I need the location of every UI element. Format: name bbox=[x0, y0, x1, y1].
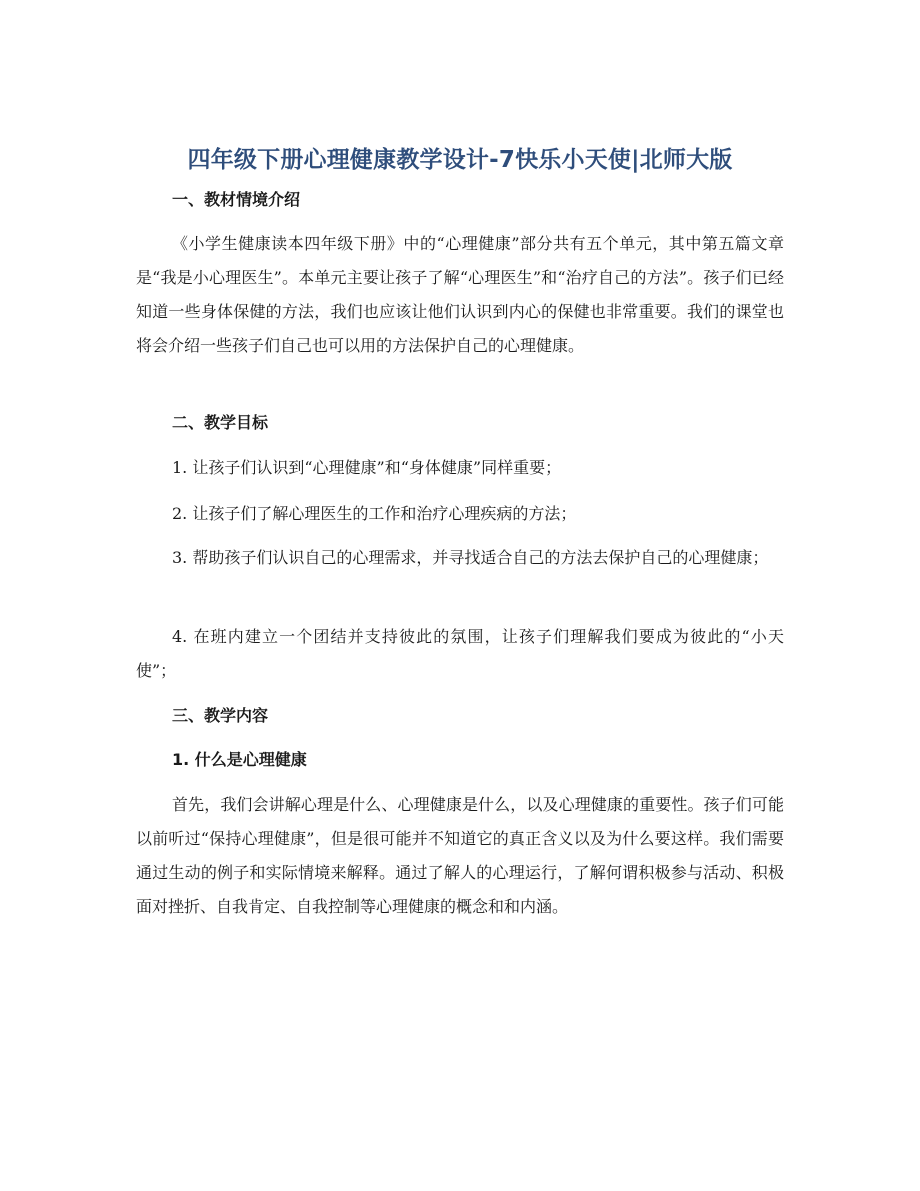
section-1-paragraph: 《小学生健康读本四年级下册》中的“心理健康”部分共有五个单元，其中第五篇文章是“我是小心理医生”。本单元主要让孩子了解“心理医生”和“治疗自己的方法”。孩子们已经知道一些身体保健的方法，我们也应该让他们认识到内心的保健也非常重要。我们的课堂也将会介绍一些孩子们自己也可以用的方法保护自己的心理健康。 bbox=[136, 234, 784, 355]
section-heading-2: 二、教学目标 bbox=[172, 413, 269, 432]
objective-item-3: 3. 帮助孩子们认识自己的心理需求，并寻找适合自己的方法去保护自己的心理健康； bbox=[172, 548, 769, 567]
section-heading-1: 一、教材情境介绍 bbox=[172, 190, 301, 209]
objective-item-2: 2. 让孩子们了解心理医生的工作和治疗心理疾病的方法； bbox=[172, 504, 577, 523]
subsection-heading-1: 1. 什么是心理健康 bbox=[172, 750, 307, 769]
subsection-1-paragraph: 首先，我们会讲解心理是什么、心理健康是什么，以及心理健康的重要性。孩子们可能以前听过“保持心理健康”，但是很可能并不知道它的真正含义以及为什么要这样。我们需要通过生动的例子和实际情境来解释。通过了解人的心理运行，了解何谓积极参与活动、积极面对挫折、自我肯定、自我控制等心理健康的概念和和内涵。 bbox=[136, 795, 784, 916]
objective-item-4: 4. 在班内建立一个团结并支持彼此的氛围，让孩子们理解我们要成为彼此的“小天使”； bbox=[136, 627, 784, 680]
section-heading-3: 三、教学内容 bbox=[172, 706, 269, 725]
objective-item-1: 1. 让孩子们认识到“心理健康”和“身体健康”同样重要； bbox=[172, 458, 562, 477]
document-title: 四年级下册心理健康教学设计-7快乐小天使|北师大版 bbox=[187, 147, 733, 173]
